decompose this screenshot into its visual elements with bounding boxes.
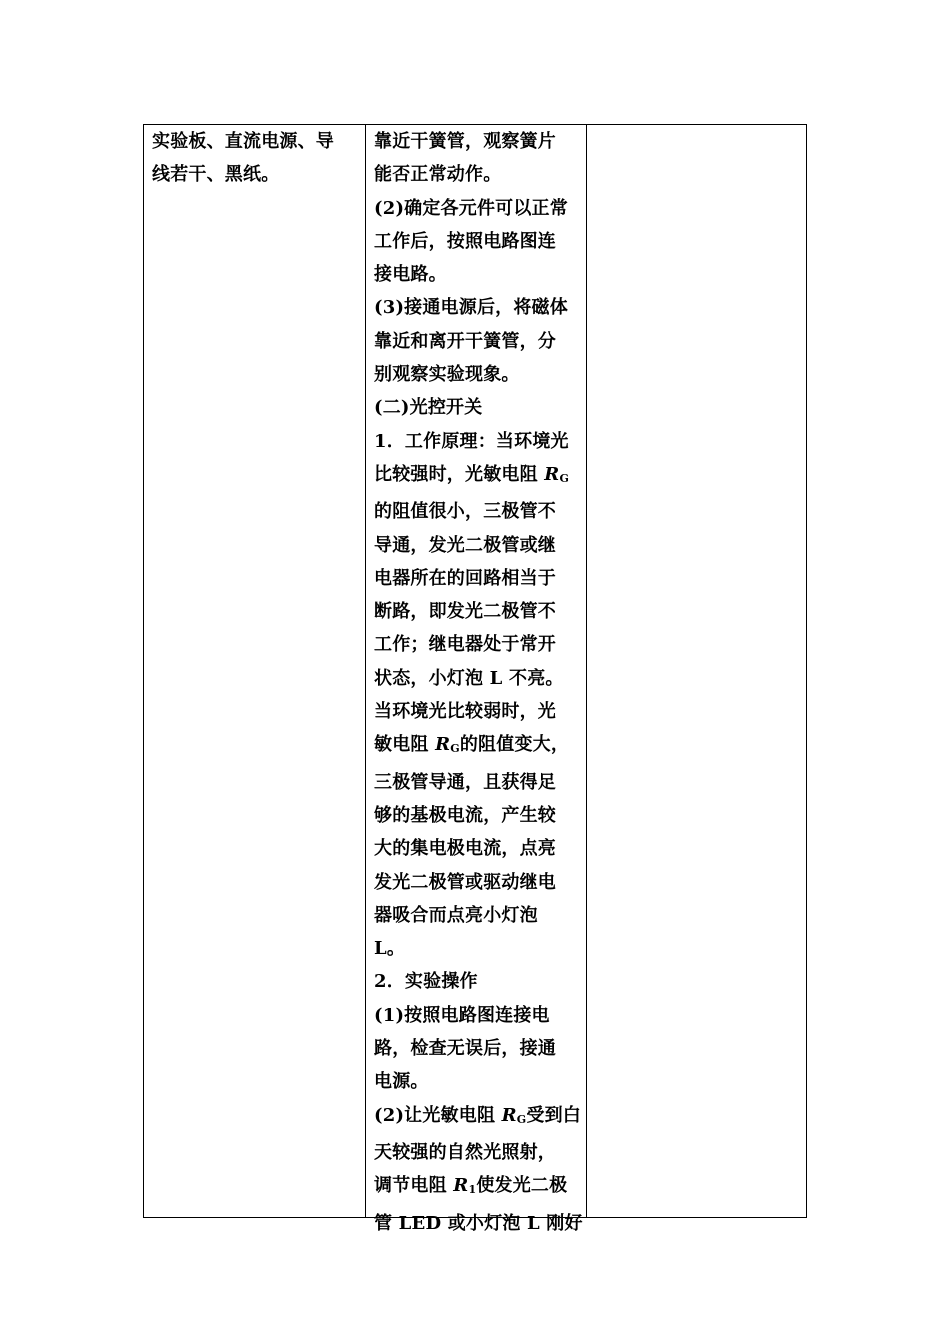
text-line: 管 LED 或小灯泡 L 刚好 [374,1212,583,1234]
text-line: 实验板、直流电源、导 [152,131,334,152]
text-line: 比较强时，光敏电阻 RG [374,463,570,485]
text-line: L。 [374,938,406,960]
text-line: 的阻值很小，三极管不 [374,501,556,523]
text-line: 能否正常动作。 [374,164,502,186]
text-line: 工作后，按照电路图连 [374,230,556,252]
text-line: 路，检查无误后，接通 [374,1038,556,1060]
section-heading: (二)光控开关 [374,397,483,419]
text-line: (1)按照电路图连接电 [374,1004,550,1026]
text-line: (2)确定各元件可以正常 [374,197,568,219]
subscript-g: G [516,1112,527,1126]
subscript-g: G [450,742,460,756]
text-line: 导通，发光二极管或继 [374,534,556,556]
text-line: 状态，小灯泡 L 不亮。 [374,667,564,689]
variable-r: R [501,1104,517,1126]
table-column-procedure [366,125,587,1234]
content-table [143,124,807,1234]
text-line: 靠近干簧管，观察簧片 [374,131,556,152]
text-line: 大的集电极电流，点亮 [374,838,556,860]
text-line: 天较强的自然光照射， [374,1141,556,1163]
text-line: 器吸合而点亮小灯泡 [374,904,538,926]
text-line: 线若干、黑纸。 [152,164,280,186]
text-line: 1．工作原理：当环境光 [374,430,569,452]
text-line: 靠近和离开干簧管，分 [374,330,556,352]
text-line: 工作；继电器处于常开 [374,634,556,656]
section-heading: 2．实验操作 [374,971,478,993]
variable-r: R [435,734,451,756]
text-line: (2)让光敏电阻 RG受到白 [374,1104,582,1126]
text-line: 发光二极管或驱动继电 [374,871,556,893]
table-column-materials [144,125,366,1217]
subscript-g: G [559,471,570,485]
text-line: 当环境光比较弱时，光 [374,701,556,723]
text-line: 够的基极电流，产生较 [374,804,556,826]
text-line: 断路，即发光二极管不 [374,601,556,623]
text-line: 敏电阻 RG的阻值变大， [374,734,570,756]
text-line: 接电路。 [374,264,447,286]
text-line: 调节电阻 R1使发光二极 [374,1175,568,1197]
variable-r: R [544,463,560,485]
text-line: 别观察实验现象。 [374,364,520,386]
variable-r: R [453,1175,469,1197]
table-column-notes [587,125,806,1217]
text-line: 三极管导通，且获得足 [374,771,556,793]
text-line: (3)接通电源后，将磁体 [374,297,568,319]
text-line: 电源。 [374,1071,429,1093]
text-line: 电器所在的回路相当于 [374,567,556,589]
subscript-1: 1 [468,1183,477,1197]
